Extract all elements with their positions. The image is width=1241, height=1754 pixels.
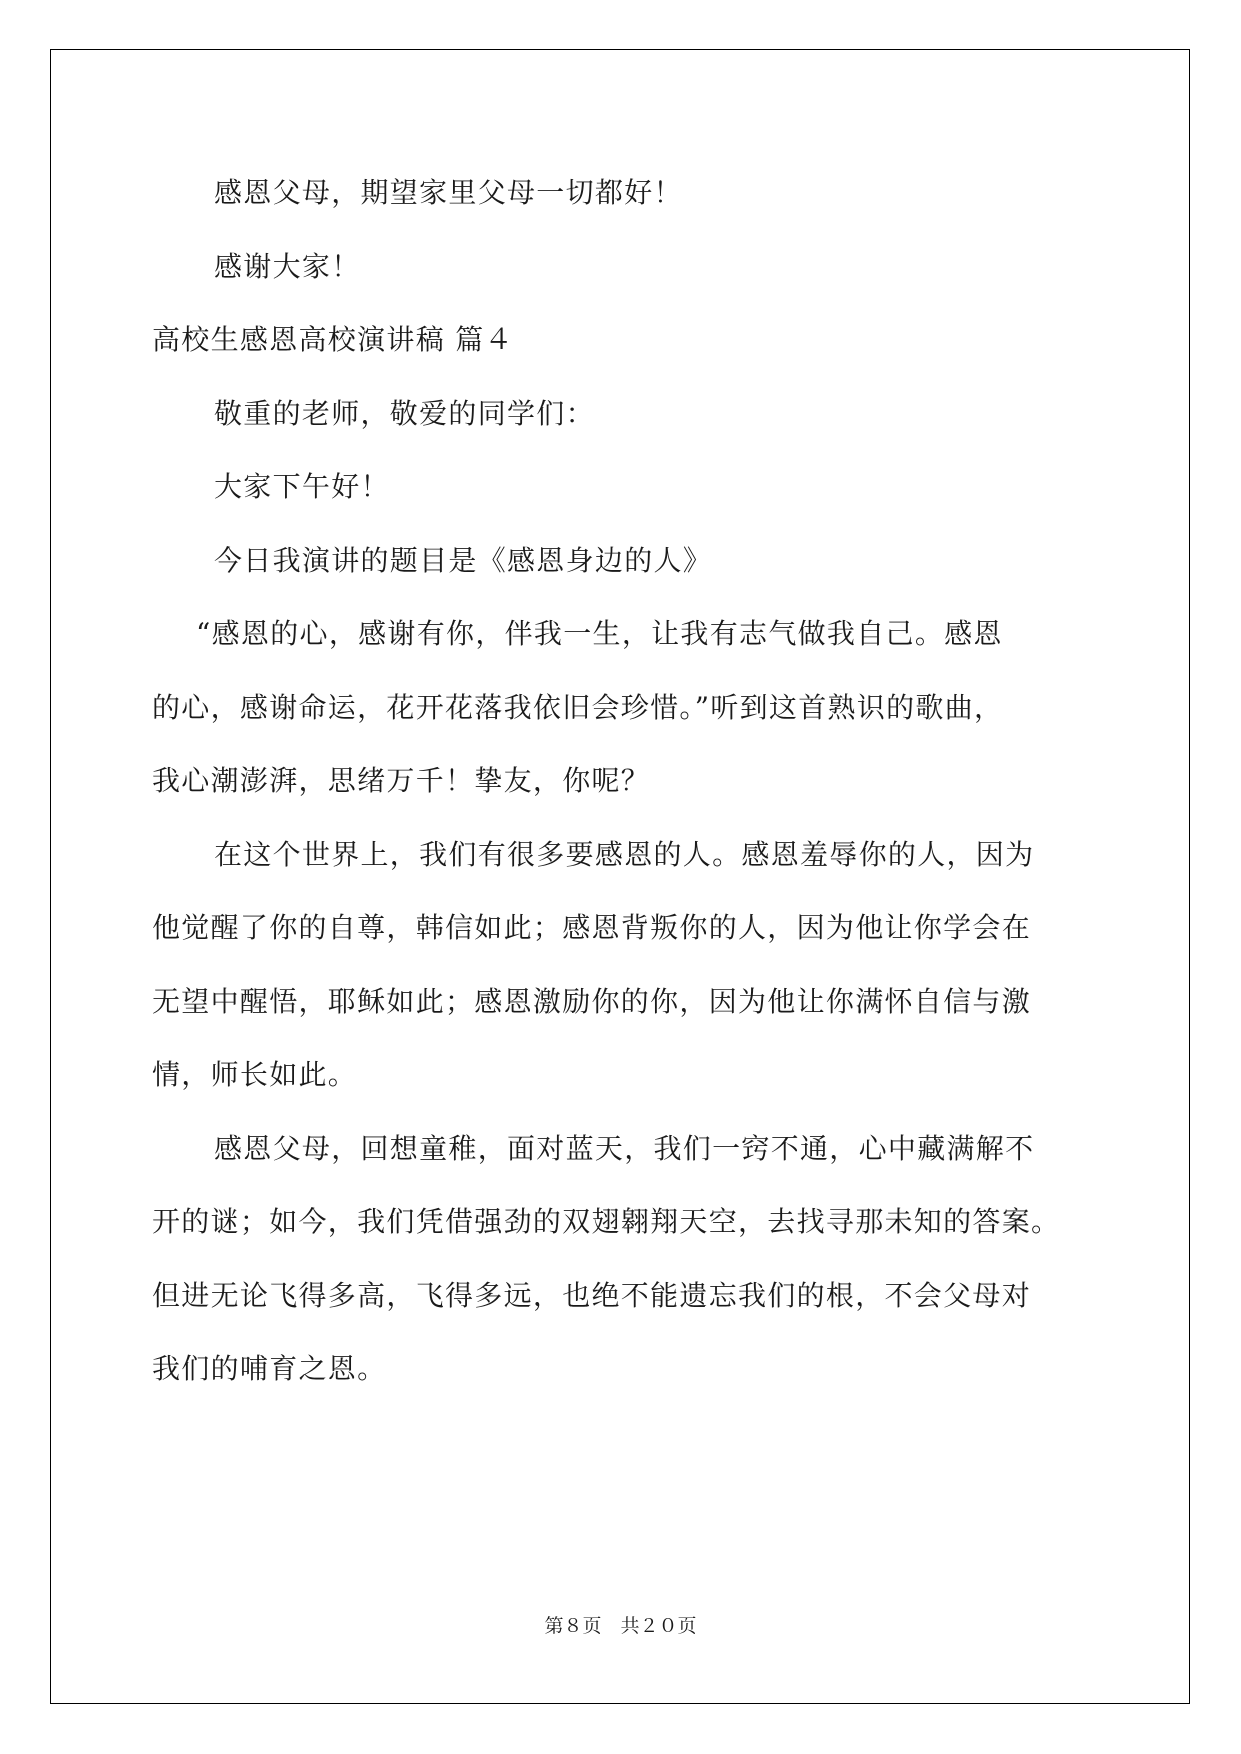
- paragraph-line: 无望中醒悟，耶稣如此；感恩激励你的你，因为他让你满怀自信与激: [152, 985, 1032, 1018]
- paragraph-line: 感恩父母，期望家里父母一切都好！: [214, 176, 683, 209]
- paragraph-line: “感恩的心，感谢有你，伴我一生，让我有志气做我自己。感恩: [196, 617, 1003, 650]
- paragraph-line: 大家下午好！: [214, 470, 390, 503]
- paragraph-line: 在这个世界上，我们有很多要感恩的人。感恩羞辱你的人，因为: [214, 838, 1035, 871]
- section-heading: 高校生感恩高校演讲稿 篇４: [152, 323, 514, 356]
- paragraph-line: 感谢大家！: [214, 250, 361, 283]
- page-number-footer: 第８页 共２０页: [544, 1616, 697, 1637]
- paragraph-line: 我心潮澎湃，思绪万千！挚友，你呢？: [152, 764, 651, 797]
- paragraph-line: 情，师长如此。: [152, 1058, 358, 1091]
- paragraph-line: 他觉醒了你的自尊，韩信如此；感恩背叛你的人，因为他让你学会在: [152, 911, 1032, 944]
- paragraph-line: 但进无论飞得多高，飞得多远，也绝不能遗忘我们的根，不会父母对: [152, 1279, 1032, 1312]
- page-border: [50, 49, 1190, 1704]
- paragraph-line: 我们的哺育之恩。: [152, 1352, 387, 1385]
- paragraph-line: 开的谜；如今，我们凭借强劲的双翅翱翔天空，去找寻那未知的答案。: [152, 1205, 1061, 1238]
- paragraph-line: 感恩父母，回想童稚，面对蓝天，我们一窍不通，心中藏满解不: [214, 1132, 1035, 1165]
- paragraph-line: 敬重的老师，敬爱的同学们：: [214, 397, 595, 430]
- paragraph-line: 今日我演讲的题目是《感恩身边的人》: [214, 544, 713, 577]
- paragraph-line: 的心，感谢命运，花开花落我依旧会珍惜。”听到这首熟识的歌曲，: [152, 691, 1004, 724]
